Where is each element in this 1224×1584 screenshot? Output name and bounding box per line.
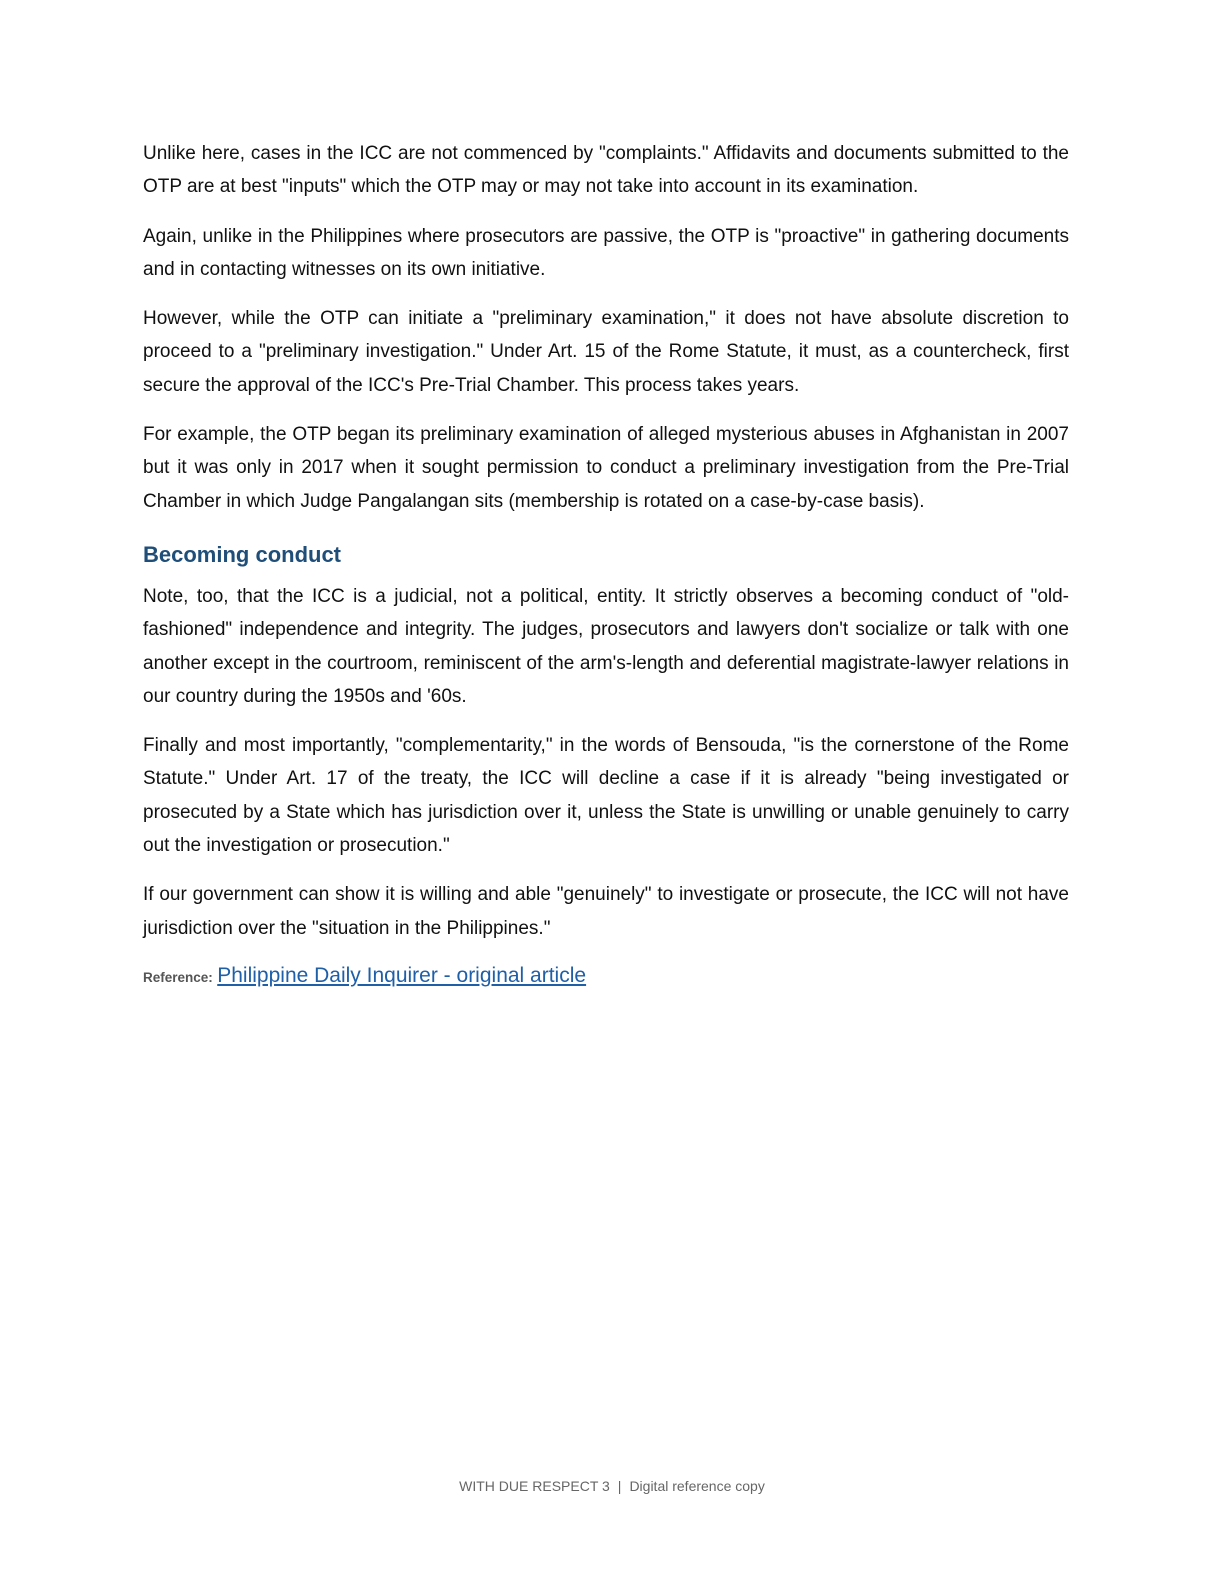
reference-link[interactable]: Philippine Daily Inquirer - original article <box>217 963 587 987</box>
paragraph: If our government can show it is willing and able "genuinely" to investigate or prosecute, the ICC will not have jurisdiction over the "situation in the Philippines." <box>143 884 1069 939</box>
paragraph: However, while the OTP can initiate a "preliminary examination," it does not have absolute discretion to proceed to a "preliminary investigation." Under Art. 15 of the Rome Statute, it must, as a countercheck, first secure the approval of the ICC's Pre-Trial Chamber. This process takes years. <box>143 308 1069 396</box>
paragraph: Again, unlike in the Philippines where prosecutors are passive, the OTP is "proactive" in gathering documents and in contacting witnesses on its own initiative. <box>143 225 1069 280</box>
paragraph: Unlike here, cases in the ICC are not commenced by "complaints." Affidavits and documents submitted to the OTP are at best "inputs" which the OTP may or may not take into account in its examination. <box>143 143 1069 198</box>
article-body <box>143 137 1069 993</box>
footer-note: Digital reference copy <box>629 1478 765 1494</box>
paragraph: Finally and most importantly, "complementarity," in the words of Bensouda, "is the cornerstone of the Rome Statute." Under Art. 17 of the treaty, the ICC will decline a case if it is already "being investigated or prosecuted by a State which has jurisdiction over it, unless the State is unwilling or unable genuinely to carry out the investigation or prosecution." <box>143 735 1069 857</box>
footer-title: WITH DUE RESPECT 3 <box>459 1478 610 1494</box>
reference-label: Reference: <box>143 969 213 985</box>
page-footer <box>0 1478 1224 1494</box>
paragraph: For example, the OTP began its preliminary examination of alleged mysterious abuses in Afghanistan in 2007 but it was only in 2017 when it sought permission to conduct a preliminary investigation from the Pre-Trial Chamber in which Judge Pangalangan sits (membership is rotated on a case-by-case basis). <box>143 424 1069 512</box>
section-heading: Becoming conduct <box>143 541 342 567</box>
paragraph: Note, too, that the ICC is a judicial, not a political, entity. It strictly observes a becoming conduct of "old-fashioned" independence and integrity. The judges, prosecutors and lawyers don't socialize or talk with one another except in the courtroom, reminiscent of the arm's-length and deferential magistrate-lawyer relations in our country during the 1950s and '60s. <box>143 585 1069 707</box>
reference-line <box>143 961 1069 993</box>
footer-separator: | <box>617 1478 622 1494</box>
